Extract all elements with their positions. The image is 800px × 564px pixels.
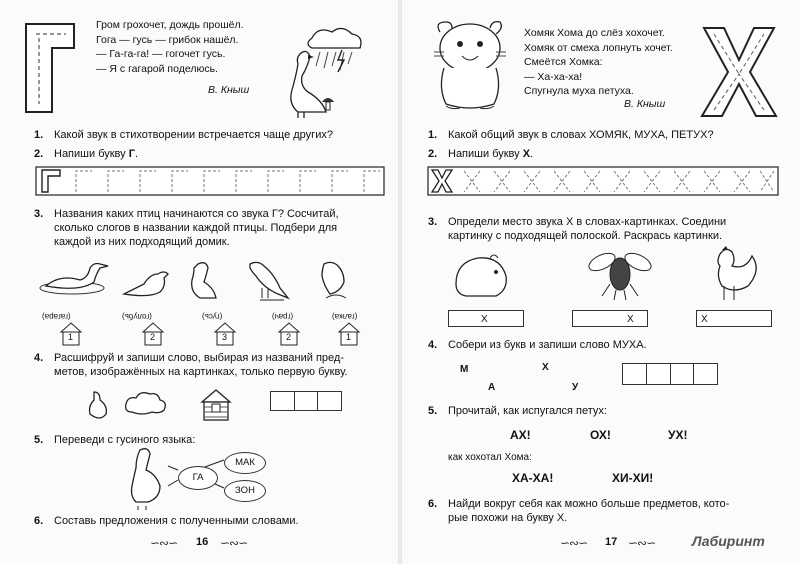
- task-number: 2.: [34, 148, 44, 160]
- strip-letter: Х: [627, 314, 634, 325]
- task-text: Какой общий звук в словах ХОМЯК, МУХА, ПЕТУХ?: [448, 129, 714, 141]
- task-line: Названия каких птиц начинаются со звука Г? Сосчитай,: [54, 208, 339, 220]
- task-4: [34, 351, 384, 381]
- task-number: 5.: [428, 405, 438, 417]
- task-text: Переведи с гусиного языка:: [54, 434, 196, 446]
- syllable-house[interactable]: [278, 322, 300, 346]
- cloud-icon: [126, 393, 166, 414]
- bird-label: (гусь): [202, 312, 223, 321]
- answer-boxes-task4[interactable]: [270, 391, 342, 411]
- task-text: Прочитай, как испугался петух:: [448, 405, 607, 417]
- task-3: [34, 207, 384, 251]
- bird-rook-icon: [250, 262, 288, 300]
- homa-laugh: ХА-ХА!: [512, 471, 554, 485]
- poem-line: — Ха-ха-ха!: [524, 70, 583, 83]
- task-number: 3.: [34, 208, 44, 220]
- task-text: [54, 351, 384, 379]
- right-poem: [524, 26, 673, 99]
- hamster-icon: [430, 18, 510, 114]
- writing-row-g: [36, 166, 388, 198]
- poem-line: Смеётся Хомка:: [524, 56, 603, 69]
- bird-label: (голубь): [122, 312, 152, 321]
- bird-jackdaw-icon: [322, 262, 346, 298]
- bird-label: (гагара): [42, 312, 71, 321]
- task-number: 5.: [34, 434, 44, 446]
- poem-line: Хомяк от смеха лопнуть хочет.: [524, 41, 673, 54]
- writing-row-h: [428, 166, 782, 198]
- strip-letter: Х: [481, 314, 488, 325]
- left-poem-author: В. Кныш: [208, 84, 250, 96]
- task-line: картинку с подходящей полоской. Раскрась картинки.: [448, 230, 723, 242]
- rooster-cry: ОХ!: [590, 428, 611, 442]
- scattered-letter: Х: [542, 362, 549, 373]
- scattered-letter: У: [572, 382, 579, 393]
- poem-line: Гога — гусь — грибок нашёл.: [96, 33, 239, 46]
- answer-cell[interactable]: [647, 363, 671, 385]
- answer-cell[interactable]: [671, 363, 695, 385]
- bird-pigeon-icon: [124, 272, 168, 296]
- footer-ornament-icon: ∽∾∽: [150, 536, 178, 550]
- rooster-picture-icon: [718, 246, 756, 300]
- task-line: Найди вокруг себя как можно больше предметов, кото-: [448, 498, 730, 510]
- goose-rain-illustration: [272, 24, 368, 116]
- hut-icon: [202, 390, 230, 420]
- task-text-part: Напиши букву: [448, 148, 523, 160]
- left-poem: [96, 18, 244, 76]
- right-poem-author: В. Кныш: [624, 98, 666, 110]
- task-text: Составь предложения с полученными словами.: [54, 515, 299, 527]
- homa-laugh-intro: как хохотал Хома:: [448, 452, 532, 463]
- bird-loon-icon: [40, 264, 108, 295]
- rooster-cry: АХ!: [510, 428, 531, 442]
- syllable-house[interactable]: [60, 322, 82, 346]
- answer-cell[interactable]: [270, 391, 295, 411]
- page-number: 17: [605, 536, 618, 548]
- task-letter: Г: [128, 148, 135, 160]
- task-number: 1.: [428, 129, 438, 141]
- goose-word-bottom: ЗОН: [224, 480, 266, 502]
- task-4: [428, 338, 778, 352]
- word-pictures: [450, 244, 770, 304]
- sound-position-strip[interactable]: [448, 310, 524, 327]
- page-number: 16: [196, 536, 209, 548]
- answer-cell[interactable]: [295, 391, 319, 411]
- rooster-cry: УХ!: [668, 428, 688, 442]
- task-text: [448, 215, 788, 243]
- task-text: Какой звук в стихотворении встречается чаще других?: [54, 129, 333, 141]
- footer-ornament-icon: ∽∾∽: [220, 536, 248, 550]
- rebus-pictures: [84, 388, 244, 422]
- footer-ornament-icon: ∽∾∽: [560, 536, 588, 550]
- task-5: [428, 404, 778, 418]
- task-text-part: Напиши букву: [54, 148, 129, 160]
- bird-label: (грач): [272, 312, 294, 321]
- bird-labels-row: [40, 306, 370, 356]
- task-1: [34, 128, 384, 142]
- birds-illustration: [36, 258, 376, 306]
- syllable-house[interactable]: [142, 322, 164, 346]
- big-letter-g-icon: [22, 20, 78, 116]
- bird-label: (галка): [332, 312, 358, 321]
- task-text: Собери из букв и запиши слово МУХА.: [448, 339, 647, 351]
- poem-line: Гром грохочет, дождь прошёл.: [96, 19, 244, 31]
- goose-word-center: ГА: [178, 466, 218, 490]
- task-text: [448, 497, 788, 525]
- task-text-part: .: [134, 148, 139, 160]
- task-line: каждой из них подходящий домик.: [54, 236, 230, 248]
- task-1: [428, 128, 788, 142]
- house-number: 2: [150, 332, 156, 342]
- task-2: [428, 147, 778, 161]
- task-line: Определи место звука Х в словах-картинках. Соедини: [448, 216, 727, 228]
- right-page: [400, 0, 800, 564]
- sound-position-strip[interactable]: [696, 310, 772, 327]
- task-line: метов, изображённых на картинках, только первую букву.: [54, 366, 348, 378]
- footer-ornament-icon: ∽∾∽: [628, 536, 656, 550]
- task-text: [54, 207, 384, 249]
- task-number: 2.: [428, 148, 438, 160]
- task-line: рые похожи на букву Х.: [448, 512, 568, 524]
- poem-line: — Га-га-га! — гогочет гусь.: [96, 48, 226, 61]
- homa-laugh: ХИ-ХИ!: [612, 471, 654, 485]
- task-text-part: .: [530, 148, 534, 160]
- strip-letter: Х: [701, 314, 708, 325]
- task-letter: Х: [522, 148, 531, 160]
- house-number: 2: [286, 332, 292, 342]
- task-5: [34, 433, 334, 447]
- task-6: [34, 514, 384, 528]
- task-number: 4.: [428, 339, 438, 351]
- big-letter-h-icon: [700, 26, 778, 118]
- syllable-house[interactable]: [338, 322, 360, 346]
- pear-icon: [90, 392, 107, 418]
- task-text: [448, 147, 533, 161]
- scattered-letter: А: [488, 382, 496, 393]
- house-number: 3: [222, 332, 228, 342]
- answer-cell[interactable]: [318, 391, 342, 411]
- task-number: 6.: [428, 498, 438, 510]
- task-number: 3.: [428, 216, 438, 228]
- answer-cell[interactable]: [694, 363, 718, 385]
- scattered-letter: М: [460, 364, 469, 375]
- task-line: Расшифруй и запиши слово, выбирая из названий пред-: [54, 352, 344, 364]
- poem-line: Хомяк Хома до слёз хохочет.: [524, 27, 665, 39]
- poem-line: — Я с гагарой поделюсь.: [96, 62, 218, 75]
- task-6: [428, 497, 788, 527]
- answer-boxes-task4[interactable]: [622, 363, 718, 385]
- task-line: сколько слогов в названии каждой птицы. Подбери для: [54, 222, 338, 234]
- poem-line: Спугнула муха петуха.: [524, 85, 634, 98]
- house-number: 1: [68, 332, 74, 342]
- task-text: [54, 147, 138, 161]
- labirint-watermark-logo: Лабиринт: [692, 533, 765, 549]
- goose-word-top: МАК: [224, 452, 266, 474]
- task-3: [428, 215, 788, 245]
- task-number: 1.: [34, 129, 44, 141]
- answer-cell[interactable]: [622, 363, 647, 385]
- house-number: 1: [346, 332, 352, 342]
- syllable-house[interactable]: [214, 322, 236, 346]
- hamster-picture-icon: [456, 255, 506, 296]
- fly-picture-icon: [586, 250, 653, 300]
- task-number: 4.: [34, 352, 44, 364]
- task-2: [34, 147, 384, 161]
- task-number: 6.: [34, 515, 44, 527]
- sound-position-strip[interactable]: [572, 310, 648, 327]
- bird-goose-icon: [192, 263, 216, 298]
